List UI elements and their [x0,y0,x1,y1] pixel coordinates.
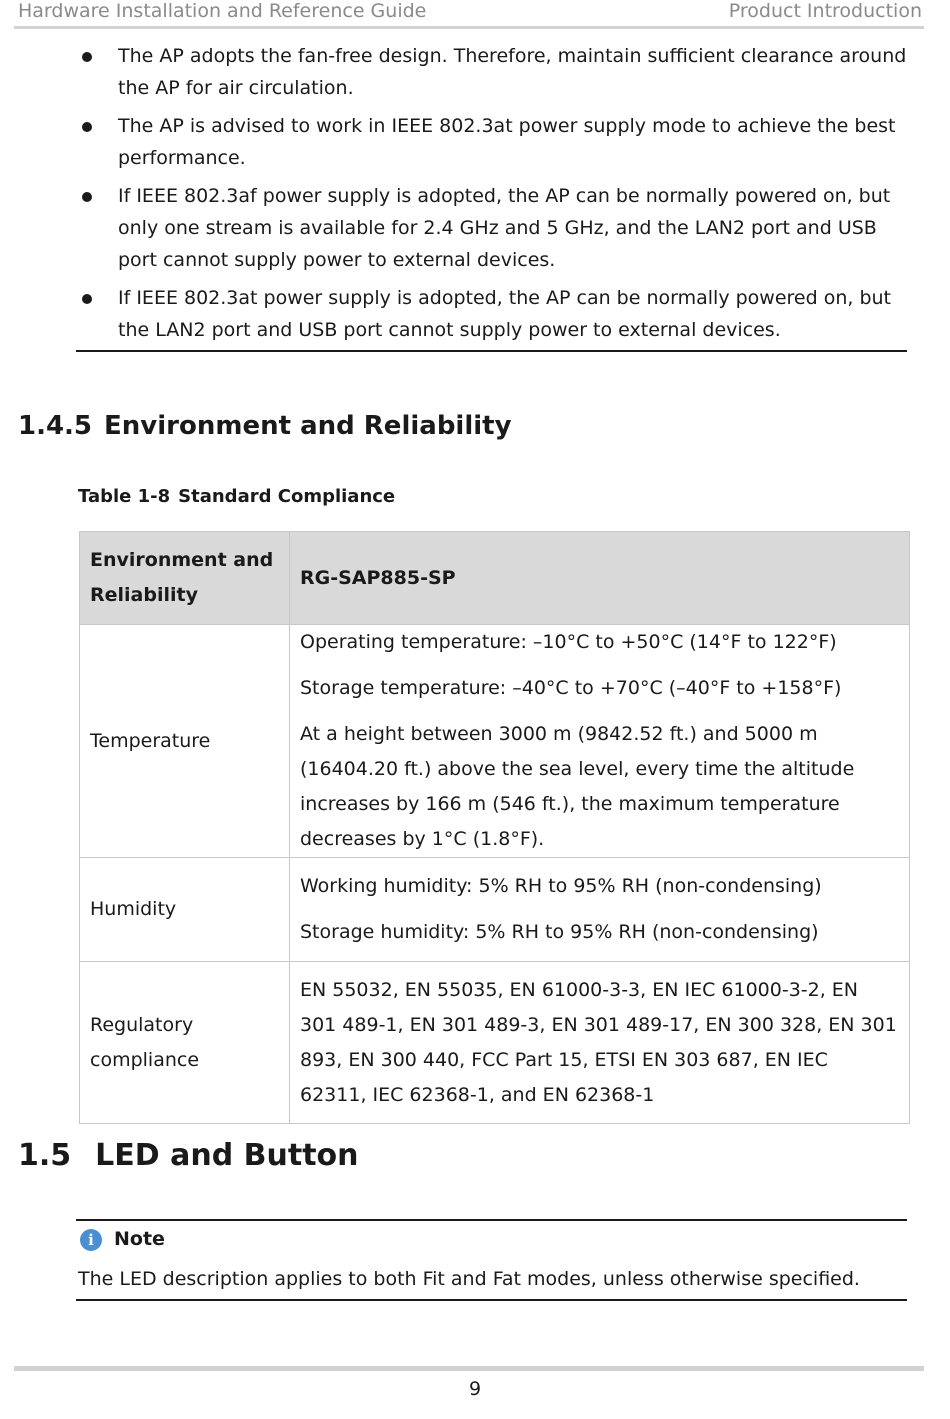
bullet-icon [82,294,92,304]
caution-bullet-list [78,40,908,352]
list-item [78,40,908,104]
section-title: Environment and Reliability [104,411,512,441]
table-row [80,625,910,858]
storage-humidity: Storage humidity: 5% RH to 95% RH (non-condensing) [300,921,819,943]
row-label-humidity: Humidity [80,858,290,962]
page-number: 9 [468,1378,482,1400]
section-heading-1-4-5 [18,408,512,444]
bullet-icon [82,192,92,202]
note-label: Note [114,1228,165,1250]
bullet-icon [82,122,92,132]
working-humidity: Working humidity: 5% RH to 95% RH (non-condensing) [300,875,822,897]
table-title: Standard Compliance [178,486,396,507]
table-caption [78,484,395,510]
note-text: The LED description applies to both Fit and Fat modes, unless otherwise specified. [78,1268,860,1290]
note-bottom-rule [76,1299,907,1301]
section-heading-1-5 [18,1136,359,1176]
caution-bottom-rule [76,350,907,352]
header-chapter-title: Product Introduction [728,0,922,22]
section-number: 1.5 [18,1138,72,1173]
temperature-values [290,625,910,858]
altitude-derating: At a height between 3000 m (9842.52 ft.) and 5000 m (16404.20 ft.) above the sea level, every time the altitude increases by 166 m (546 ft.), the maximum temperature decreases by 1°C (1.8°F). [300,723,855,850]
info-icon: i [80,1229,102,1251]
bullet-text: The AP is advised to work in IEEE 802.3at power supply mode to achieve the best performance. [118,115,896,169]
bullet-text: If IEEE 802.3at power supply is adopted, the AP can be normally powered on, but the LAN2 port and USB port cannot supply power to external devices. [118,287,891,341]
note-top-rule [76,1219,907,1221]
header-doc-title: Hardware Installation and Reference Guide [18,0,427,22]
list-item [78,282,908,346]
standard-compliance-table [79,531,910,1124]
row-label-temperature: Temperature [80,625,290,858]
storage-temperature: Storage temperature: –40°C to +70°C (–40°F to +158°F) [300,677,842,699]
bullet-icon [82,52,92,62]
table-row [80,962,910,1124]
column-header-model: RG-SAP885-SP [290,532,910,625]
bullet-text: The AP adopts the fan-free design. Therefore, maintain sufficient clearance around the AP for air circulation. [118,45,907,99]
regulatory-standards: EN 55032, EN 55035, EN 61000-3-3, EN IEC 61000-3-2, EN 301 489-1, EN 301 489-3, EN 301 489-17, EN 300 328, EN 301 893, EN 300 440, FCC Part 15, ETSI EN 303 687, EN IEC 62311, IEC 62368-1, and EN 62368-1 [290,962,910,1124]
list-item [78,180,908,276]
footer-divider [14,1366,924,1371]
table-header-row [80,532,910,625]
section-number: 1.4.5 [18,411,93,441]
row-label-regulatory: Regulatory compliance [80,962,290,1124]
bullet-text: If IEEE 802.3af power supply is adopted, the AP can be normally powered on, but only one stream is available for 2.4 GHz and 5 GHz, and the LAN2 port and USB port cannot supply power to external devices. [118,185,891,271]
humidity-values [290,858,910,962]
header-divider [14,26,924,29]
operating-temperature: Operating temperature: –10°C to +50°C (14°F to 122°F) [300,631,837,653]
section-title: LED and Button [95,1138,359,1173]
table-row [80,858,910,962]
column-header-environment: Environment and Reliability [80,532,290,625]
page-header [16,0,922,24]
note-header [80,1226,165,1252]
table-number: Table 1-8 [78,486,171,507]
list-item [78,110,908,174]
